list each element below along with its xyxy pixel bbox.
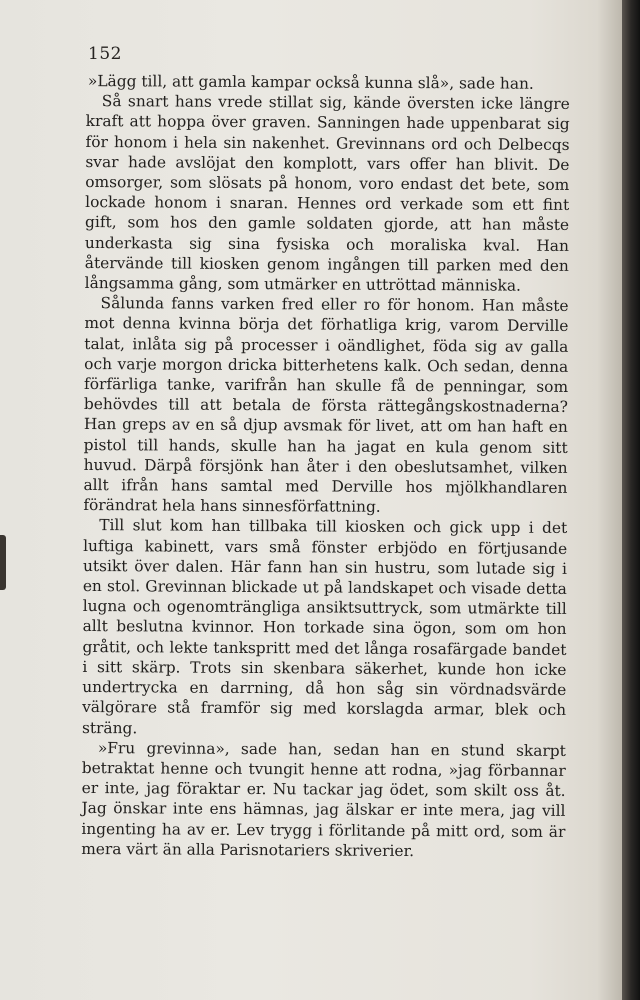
paragraph: Så snart hans vrede stillat sig, kände översten icke längre kraft att hoppa över graven. Sanningen hade uppenbarat sig för honom i hela sin nakenhet. Grevinnans ord och Delbecqs svar hade avslöjat den komplott, vars offer han blivit. De omsorger, som slösats på honom, voro endast det bete, som lockade honom i snaran. Hennes ord verkade som ett fint gift, som hos den gamle soldaten gjorde, att han måste underkasta sig sina fysiska och moraliska kval. Han återvände till kiosken genom ingången till parken med den långsamma gång, som utmärker en uttröttad människa. xyxy=(84,92,570,295)
paragraph: »Fru grevinna», sade han, sedan han en stund skarpt betraktat henne och tvungit henne att rodna, »jag förbannar er inte, jag föraktar er. Nu tackar jag ödet, som skilt oss åt. Jag önskar inte ens hämnas, jag älskar er inte mera, jag vill ingenting ha av er. Lev trygg i förlitande på mitt ord, som är mera värt än alla Parisnotariers skriverier. xyxy=(81,738,566,860)
page-number: 152 xyxy=(88,44,122,64)
paragraph: Sålunda fanns varken fred eller ro för honom. Han måste mot denna kvinna börja det förhatliga krig, varom Derville talat, inlåta sig på processer i oändlighet, föda sig av galla och varje morgon dricka bitterhetens kalk. Och sedan, denna förfärliga tanke, varifrån han skulle få de penningar, som behövdes till att betala de första rättegångskostnaderna? Han greps av en så djup avsmak för livet, att om han haft en pistol till hands, skulle han ha jagat en kula genom sitt huvud. Därpå försjönk han åter i den obeslutsamhet, vilken allt ifrån hans samtal med Derville hos mjölkhandlaren förändrat hela hans sinnesförfattning. xyxy=(83,294,569,517)
paragraph: Till slut kom han tillbaka till kiosken och gick upp i det luftiga kabinett, vars små fönster erbjödo en förtjusande utsikt över dalen. Här fann han sin hustru, som lutade sig i en stol. Grevinnan blickade ut på landskapet och visade detta lugna och ogenomträngliga ansiktsuttryck, som utmärkte till allt beslutna kvinnor. Hon torkade sina ögon, som om hon gråtit, och lekte tankspritt med det långa rosafärgade bandet i sitt skärp. Trots sin skenbara säkerhet, kunde hon icke undertrycka en darrning, då hon såg sin vördnadsvärde välgörare stå framför sig med korslagda armar, blek och sträng. xyxy=(81,516,568,737)
body-text xyxy=(81,71,570,862)
page-edge-mark xyxy=(0,535,6,590)
book-spine-shadow xyxy=(622,0,640,1000)
paragraph: »Lägg till, att gamla kampar också kunna slå», sade han. xyxy=(87,72,534,93)
